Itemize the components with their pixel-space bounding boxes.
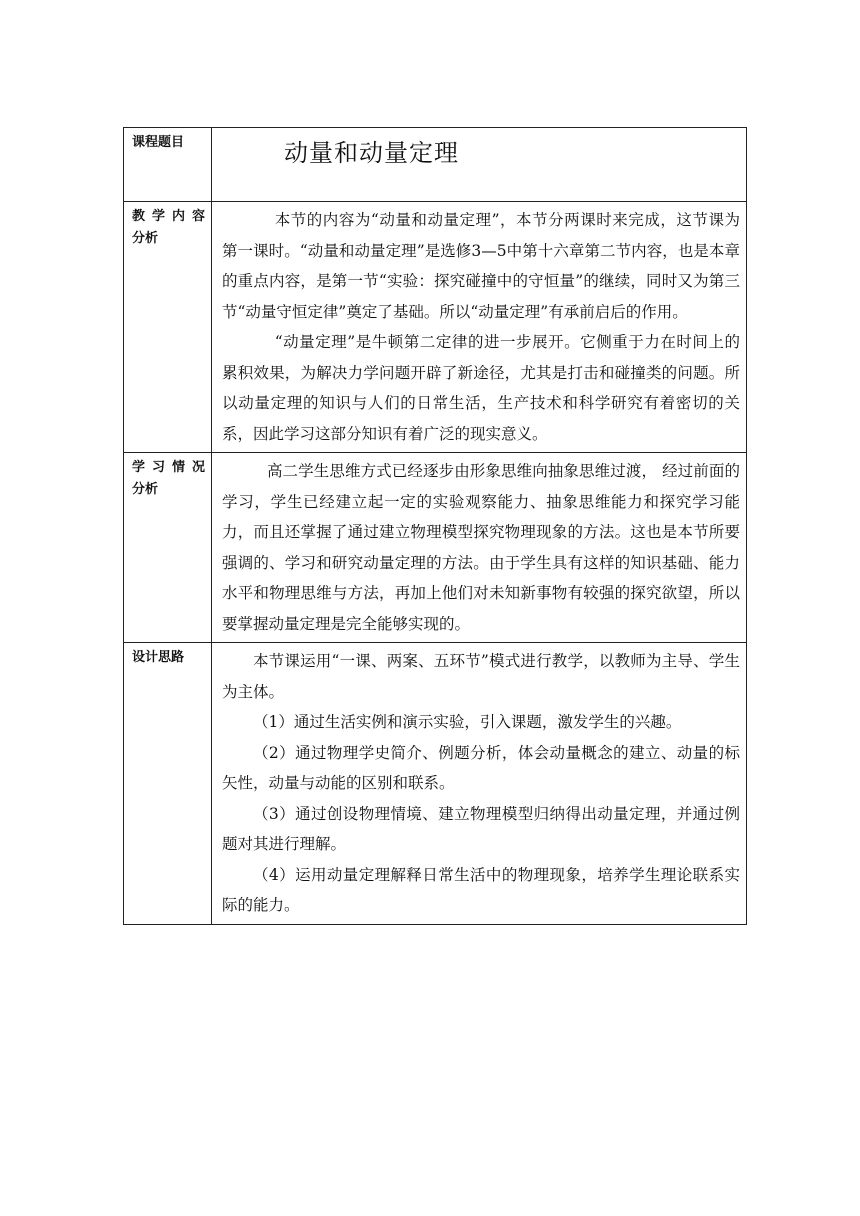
paragraph: 本节课运用“一课、两案、五环节”模式进行教学，以教师为主导、学生为主体。 [222, 652, 740, 701]
row-label-course-title: 课程题目 [132, 135, 185, 150]
content-cell [212, 202, 747, 453]
table-row-course-title [124, 128, 747, 202]
table-row-content-analysis [124, 202, 747, 453]
table-row-student-analysis [124, 453, 747, 643]
row-label-student-analysis: 学习情况 分析 [132, 460, 205, 497]
content-analysis-text [212, 202, 746, 452]
row-label-design-ideas: 设计思路 [132, 650, 185, 665]
course-title: 动量和动量定理 [284, 139, 459, 167]
content-cell [212, 128, 747, 202]
paragraph: （1）通过生活实例和演示实验，引入课题，激发学生的兴趣。 [253, 713, 682, 731]
design-ideas-text [212, 643, 746, 924]
paragraph: （4）运用动量定理解释日常生活中的物理现象，培养学生理论联系实际的能力。 [222, 865, 740, 914]
paragraph: （2）通过物理学史简介、例题分析，体会动量概念的建立、动量的标矢性，动量与动能的区别和联系。 [222, 743, 740, 792]
student-analysis-text [212, 453, 746, 642]
label-cell [124, 128, 212, 202]
label-cell [124, 202, 212, 453]
content-cell [212, 643, 747, 925]
paragraph: 本节的内容为“动量和动量定理”，本节分两课时来完成，这节课为第一课时。“动量和动量定理”是选修3—5中第十六章第二节内容，也是本章的重点内容，是第一节“实验：探究碰撞中的守恒量”的继续，同时又为第三节“动量守恒定律”奠定了基础。所以“动量定理”有承前启后的作用。 [222, 211, 740, 321]
paragraph: 高二学生思维方式已经逐步由形象思维向抽象思维过渡， 经过前面的学习，学生已经建立起一定的实验观察能力、抽象思维能力和探究学习能力，而且还掌握了通过建立物理模型探究物理现象的方法。这也是本节所要强调的、学习和研究动量定理的方法。由于学生具有这样的知识基础、能力水平和物理思维与方法，再加上他们对未知新事物有较强的探究欲望，所以要掌握动量定理是完全能够实现的。 [222, 462, 740, 633]
table-row-design-ideas [124, 643, 747, 925]
label-cell [124, 643, 212, 925]
paragraph: “动量定理”是牛顿第二定律的进一步展开。它侧重于力在时间上的累积效果，为解决力学问题开辟了新途径，尤其是打击和碰撞类的问题。所以动量定理的知识与人们的日常生活，生产技术和科学研究有着密切的关系，因此学习这部分知识有着广泛的现实意义。 [222, 333, 740, 443]
lesson-plan-table [123, 127, 747, 925]
paragraph: （3）通过创设物理情境、建立物理模型归纳得出动量定理，并通过例题对其进行理解。 [222, 804, 740, 853]
row-label-content-analysis: 教学内容 分析 [132, 209, 205, 246]
content-cell [212, 453, 747, 643]
label-cell [124, 453, 212, 643]
